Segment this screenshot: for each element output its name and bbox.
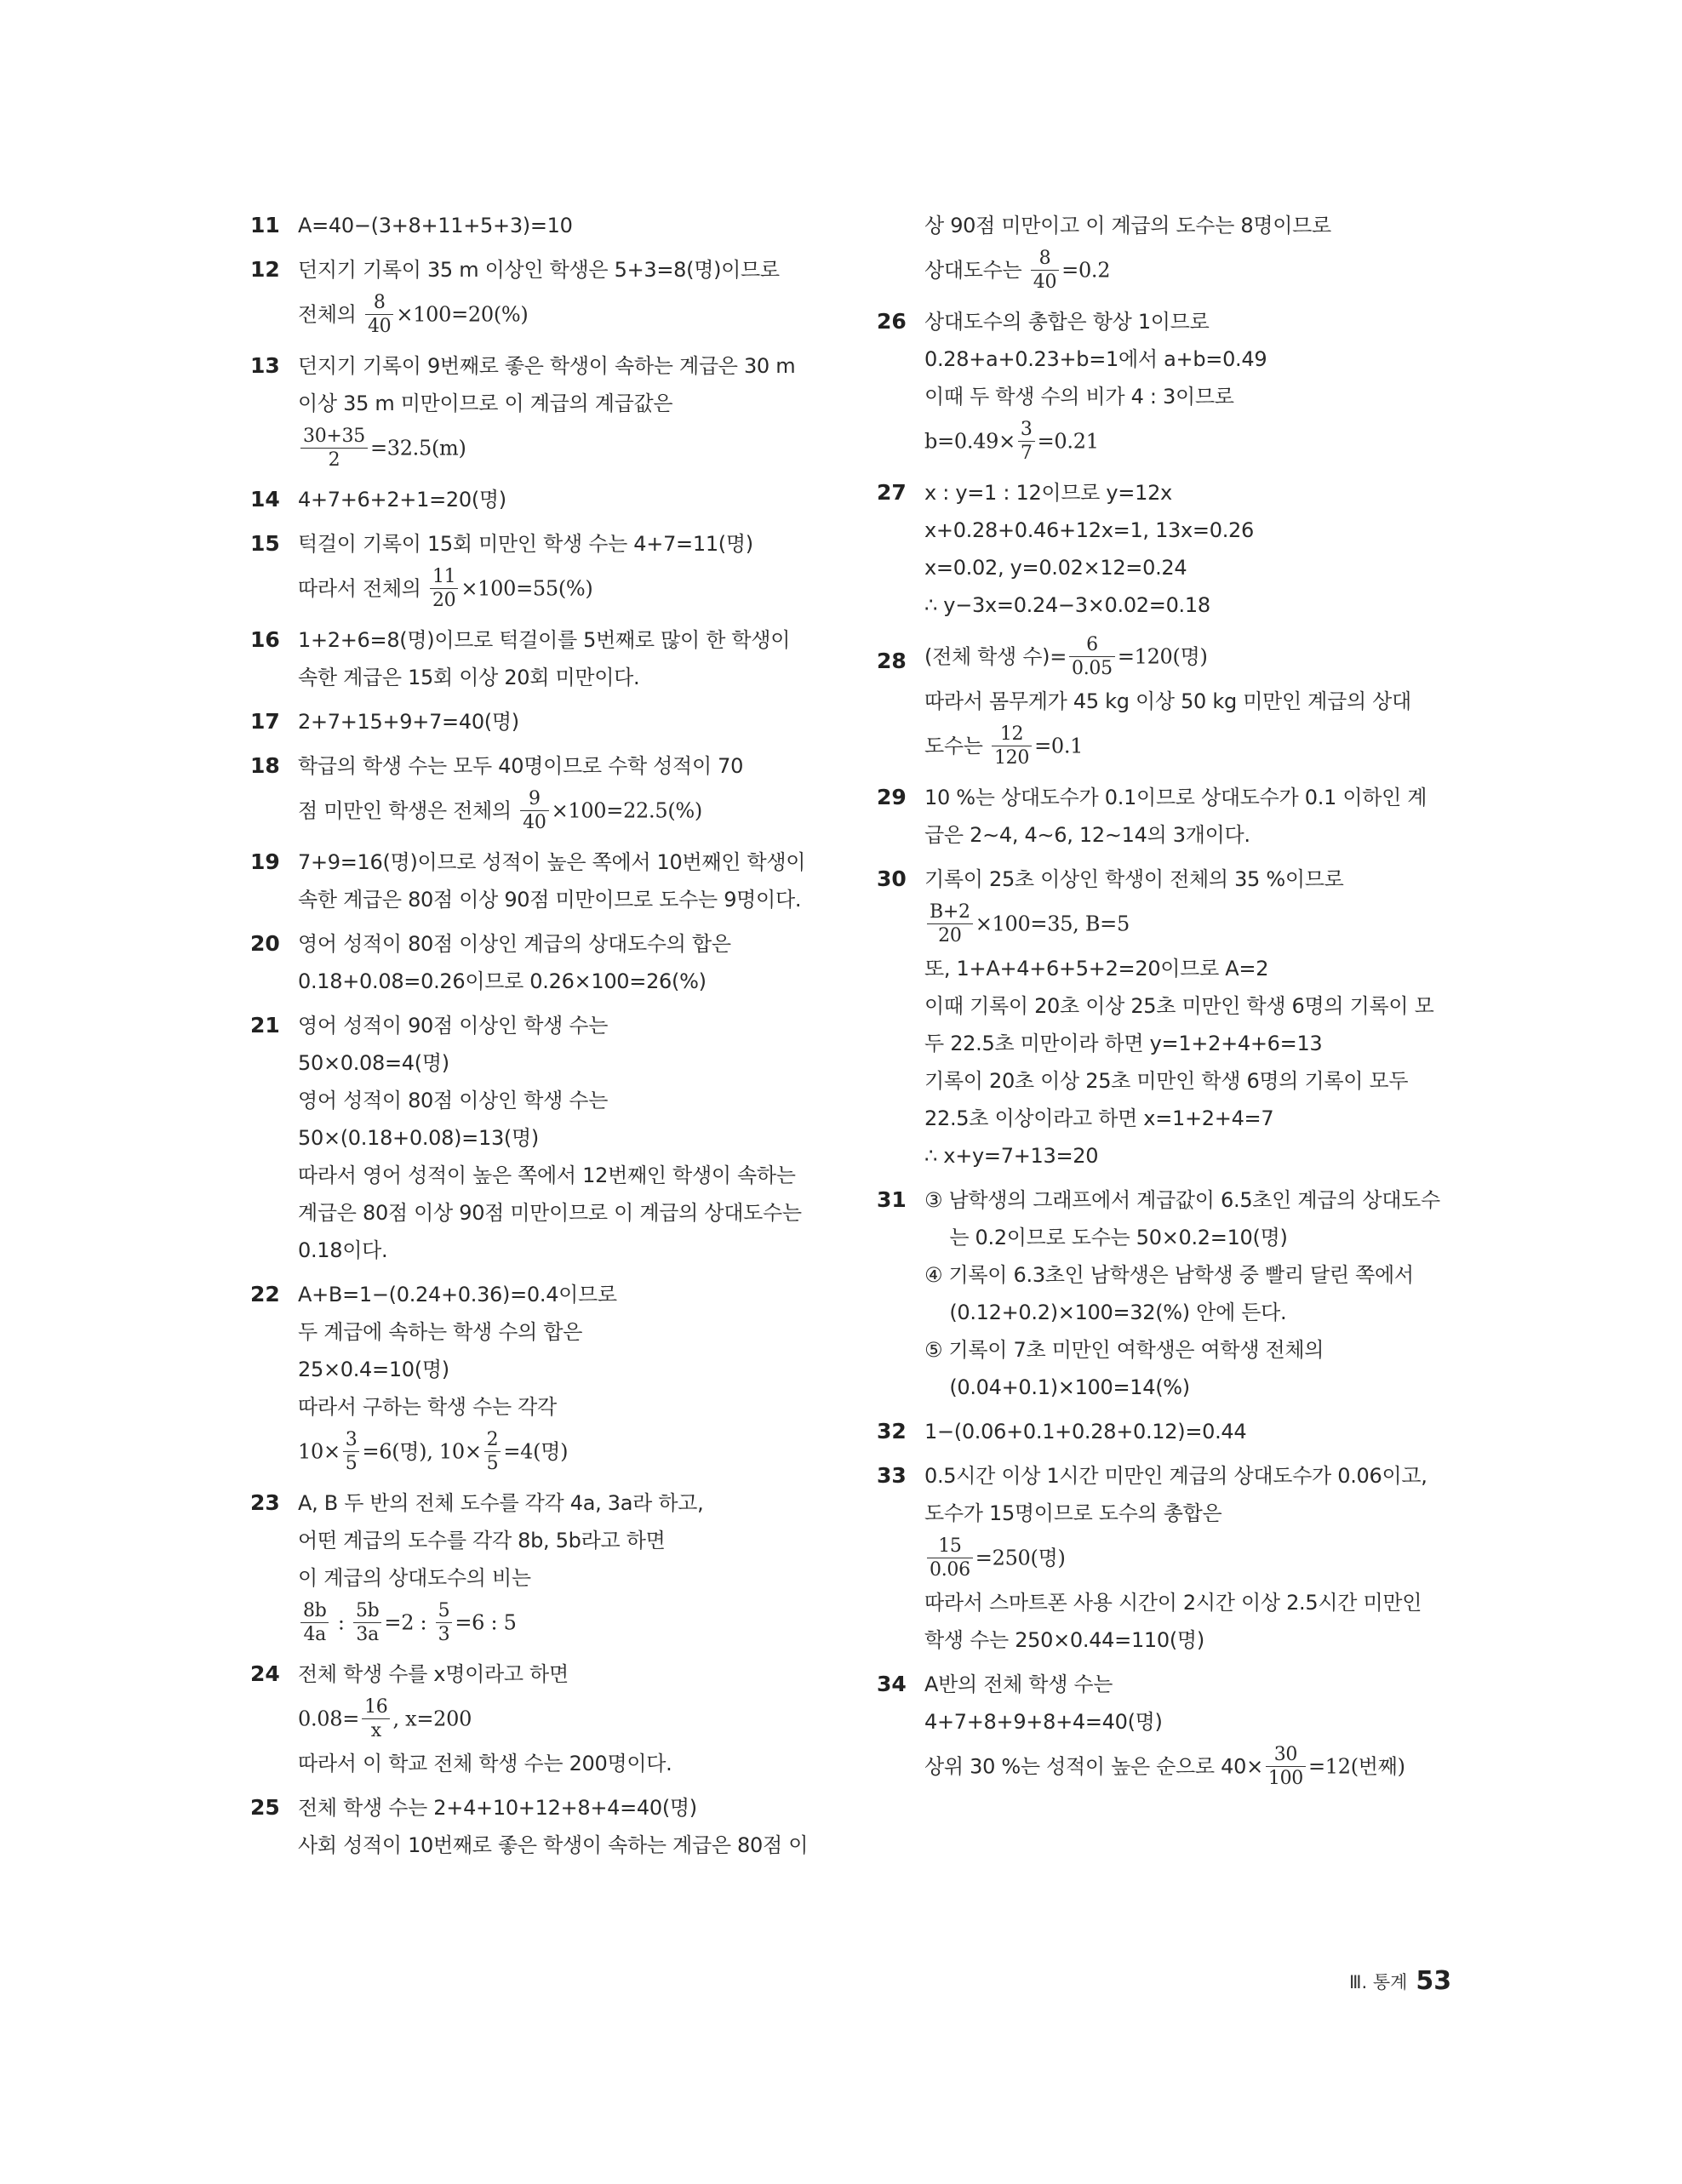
text: =0.21: [1037, 429, 1099, 454]
denominator: 4a: [303, 1624, 326, 1645]
denominator: 5: [345, 1453, 358, 1474]
fraction-line: [298, 1426, 833, 1478]
solution-line: 따라서 영어 성적이 높은 쪽에서 12번째인 학생이 속하는: [298, 1163, 796, 1187]
fraction-line: [924, 415, 1439, 467]
denominator: 40: [523, 812, 546, 833]
fraction: [436, 1599, 453, 1646]
problem-11: [250, 207, 833, 244]
text: ×100=55(%): [461, 576, 593, 601]
fraction: [1018, 418, 1035, 465]
numerator: 9: [520, 787, 548, 811]
problem-25-continued: [877, 207, 1439, 296]
text: 0.08=: [298, 1707, 360, 1731]
chapter-label: Ⅲ. 통계: [1349, 1971, 1408, 1992]
solution-line: (0.04+0.1)×100=14(%): [924, 1375, 1190, 1399]
solution-line: 25×0.4=10(명): [298, 1358, 449, 1381]
problem-34: [877, 1666, 1439, 1792]
numerator: 30: [1266, 1743, 1306, 1767]
problem-23: [250, 1484, 833, 1649]
solution-line: 두 계급에 속하는 학생 수의 합은: [298, 1320, 583, 1344]
problem-27: [877, 474, 1439, 624]
text: =6(명), 10×: [362, 1439, 482, 1464]
solution-line: A=40−(3+8+11+5+3)=10: [298, 214, 573, 237]
numerator: 16: [362, 1695, 390, 1719]
fraction: [353, 1599, 381, 1646]
denominator: 5: [486, 1453, 499, 1474]
text: :: [331, 1610, 351, 1635]
solution-line: A+B=1−(0.24+0.36)=0.4이므로: [298, 1283, 617, 1306]
fraction: [520, 787, 548, 834]
denominator: 40: [367, 316, 392, 337]
fraction: [1266, 1743, 1306, 1790]
fraction-line: [924, 720, 1439, 772]
solution-line: 학급의 학생 수는 모두 40명이므로 수학 성적이 70: [298, 754, 744, 778]
fraction: [484, 1428, 501, 1475]
problem-24: [250, 1655, 833, 1782]
problem-number: 32: [877, 1419, 907, 1444]
solution-line: 따라서 구하는 학생 수는 각각: [298, 1395, 557, 1419]
solution-line: 이 계급의 상대도수의 비는: [298, 1566, 531, 1590]
problem-number: 34: [877, 1672, 907, 1696]
text: =0.1: [1034, 734, 1084, 758]
solution-line: 전체 학생 수를 x명이라고 하면: [298, 1662, 569, 1686]
solution-line: 이때 기록이 20초 이상 25초 미만인 학생 6명의 기록이 모: [924, 994, 1434, 1018]
text: =0.2: [1061, 258, 1111, 283]
right-column: [877, 207, 1439, 1799]
numerator: 30+35: [300, 425, 368, 449]
fraction: [343, 1428, 360, 1475]
text: =6 : 5: [455, 1610, 517, 1635]
text: =120(명): [1117, 644, 1208, 669]
solution-line: 영어 성적이 90점 이상인 학생 수는: [298, 1014, 609, 1038]
page-footer: [1349, 1966, 1452, 1996]
problem-15: [250, 525, 833, 615]
solution-line: 어떤 계급의 도수를 각각 8b, 5b라고 하면: [298, 1529, 666, 1552]
problem-number: 17: [250, 709, 280, 734]
numerator: 12: [992, 723, 1032, 746]
fraction-line: [298, 1597, 833, 1649]
solution-line: 2+7+15+9+7=40(명): [298, 710, 519, 734]
fraction: [300, 1599, 329, 1646]
problem-18: [250, 747, 833, 837]
problem-number: 16: [250, 627, 280, 652]
solution-line: 0.18이다.: [298, 1238, 388, 1262]
solution-line: 따라서 스마트폰 사용 시간이 2시간 이상 2.5시간 미만인: [924, 1591, 1422, 1615]
solution-line: 50×(0.18+0.08)=13(명): [298, 1126, 539, 1150]
solution-line: 던지기 기록이 35 m 이상인 학생은 5+3=8(명)이므로: [298, 258, 780, 282]
problem-number: 13: [250, 353, 280, 378]
fraction: [992, 723, 1032, 769]
solution-line: 던지기 기록이 9번째로 좋은 학생이 속하는 계급은 30 m: [298, 354, 796, 378]
text: 도수는: [924, 734, 989, 758]
problem-number: 31: [877, 1187, 907, 1212]
solution-line: 상 90점 미만이고 이 계급의 도수는 8명이므로: [924, 214, 1331, 237]
problem-32: [877, 1413, 1439, 1450]
problem-number: 24: [250, 1661, 280, 1686]
denominator: x: [370, 1720, 381, 1741]
problem-number: 33: [877, 1463, 907, 1488]
solution-line: A, B 두 반의 전체 도수를 각각 4a, 3a라 하고,: [298, 1491, 704, 1515]
text: (전체 학생 수)=: [924, 644, 1067, 669]
fraction-line: [298, 785, 833, 837]
text: =4(명): [503, 1439, 569, 1464]
problem-number: 12: [250, 257, 280, 282]
solution-line: 영어 성적이 80점 이상인 계급의 상대도수의 합은: [298, 932, 731, 956]
fraction-line: [924, 1532, 1439, 1584]
text: 상대도수는: [924, 258, 1028, 283]
text: 점 미만인 학생은 전체의: [298, 798, 518, 823]
solution-line: 계급은 80점 이상 90점 미만이므로 이 계급의 상대도수는: [298, 1201, 802, 1225]
text: , x=200: [392, 1707, 472, 1731]
text: =32.5(m): [369, 436, 466, 460]
problem-19: [250, 843, 833, 918]
denominator: 0.06: [930, 1559, 970, 1581]
numerator: 8: [1031, 247, 1059, 271]
problem-number: 25: [250, 1795, 280, 1820]
fraction: [365, 291, 393, 338]
solution-line: 이상 35 m 미만이므로 이 계급의 계급값은: [298, 392, 673, 415]
text: ×100=20(%): [396, 302, 529, 327]
solution-line: 전체 학생 수는 2+4+10+12+8+4=40(명): [298, 1796, 697, 1820]
fraction: [300, 425, 368, 472]
solution-line: 는 0.2이므로 도수는 50×0.2=10(명): [924, 1226, 1288, 1249]
solution-line: 1+2+6=8(명)이므로 턱걸이를 5번째로 많이 한 학생이: [298, 628, 791, 652]
solution-line: x+0.28+0.46+12x=1, 13x=0.26: [924, 518, 1254, 542]
problem-16: [250, 621, 833, 696]
left-column: [250, 207, 833, 1871]
text: =250(명): [975, 1546, 1066, 1570]
solution-line: ∴ y−3x=0.24−3×0.02=0.18: [924, 593, 1210, 617]
solution-line: 기록이 25초 이상인 학생이 전체의 35 %이므로: [924, 867, 1344, 891]
solution-line: x : y=1 : 12이므로 y=12x: [924, 481, 1172, 505]
problem-26: [877, 303, 1439, 467]
text: ×100=35, B=5: [975, 912, 1130, 936]
solution-line: ∴ x+y=7+13=20: [924, 1144, 1099, 1168]
fraction: [927, 900, 973, 947]
problem-20: [250, 925, 833, 1000]
solution-line: 도수가 15명이므로 도수의 총합은: [924, 1501, 1222, 1525]
solution-line: 턱걸이 기록이 15회 미만인 학생 수는 4+7=11(명): [298, 532, 753, 556]
problem-25: [250, 1789, 833, 1864]
denominator: 100: [1267, 1768, 1303, 1789]
problem-21: [250, 1007, 833, 1269]
denominator: 3a: [356, 1624, 379, 1645]
fraction-line: [924, 631, 1439, 683]
problem-number: 20: [250, 931, 280, 956]
page-number: 53: [1416, 1966, 1452, 1996]
problem-31: [877, 1181, 1439, 1406]
numerator: 8b: [300, 1599, 329, 1623]
solution-line: 따라서 몸무게가 45 kg 이상 50 kg 미만인 계급의 상대: [924, 689, 1411, 713]
problem-30: [877, 860, 1439, 1175]
problem-number: 29: [877, 785, 907, 809]
solution-line: ④ 기록이 6.3초인 남학생은 남학생 중 빨리 달린 쪽에서: [924, 1263, 1414, 1287]
fraction-line: [298, 422, 833, 474]
denominator: 2: [328, 449, 340, 471]
text: ×100=22.5(%): [551, 798, 702, 823]
problem-22: [250, 1276, 833, 1478]
solution-line: 50×0.08=4(명): [298, 1051, 449, 1075]
solution-line: (0.12+0.2)×100=32(%) 안에 든다.: [924, 1301, 1287, 1324]
solution-line: 급은 2∼4, 4∼6, 12∼14의 3개이다.: [924, 823, 1250, 847]
problem-number: 15: [250, 531, 280, 556]
solution-line: 1−(0.06+0.1+0.28+0.12)=0.44: [924, 1420, 1247, 1444]
denominator: 20: [432, 590, 456, 611]
solution-line: 0.28+a+0.23+b=1에서 a+b=0.49: [924, 347, 1267, 371]
fraction-line: [298, 1693, 833, 1745]
fraction: [1031, 247, 1059, 294]
problem-14: [250, 481, 833, 518]
problem-number: 23: [250, 1490, 280, 1515]
problem-28: [877, 631, 1439, 772]
solution-line: 이때 두 학생 수의 비가 4 : 3이므로: [924, 385, 1234, 409]
problem-number: 19: [250, 849, 280, 874]
solution-line: 상대도수의 총합은 항상 1이므로: [924, 310, 1210, 334]
solution-line: 기록이 20초 이상 25초 미만인 학생 6명의 기록이 모두: [924, 1069, 1409, 1093]
numerator: 5: [436, 1599, 453, 1623]
solution-line: 학생 수는 250×0.44=110(명): [924, 1628, 1204, 1652]
text: 상위 30 %는 성적이 높은 순으로 40×: [924, 1754, 1263, 1779]
problem-number: 14: [250, 487, 280, 512]
solution-line: x=0.02, y=0.02×12=0.24: [924, 556, 1187, 580]
text: =2 :: [384, 1610, 433, 1635]
denominator: 20: [938, 925, 962, 946]
solution-line: 따라서 이 학교 전체 학생 수는 200명이다.: [298, 1752, 672, 1775]
numerator: 3: [343, 1428, 360, 1452]
problem-13: [250, 347, 833, 474]
fraction-line: [924, 898, 1439, 950]
problem-number: 11: [250, 213, 280, 237]
solution-line: 0.5시간 이상 1시간 미만인 계급의 상대도수가 0.06이고,: [924, 1464, 1427, 1488]
solution-line: 4+7+8+9+8+4=40(명): [924, 1710, 1163, 1734]
problem-number: 18: [250, 753, 280, 778]
denominator: 0.05: [1072, 658, 1113, 679]
fraction-line: [298, 289, 833, 340]
text: b=0.49×: [924, 429, 1015, 454]
solution-line: 10 %는 상대도수가 0.1이므로 상대도수가 0.1 이하인 계: [924, 786, 1427, 809]
problem-33: [877, 1457, 1439, 1659]
numerator: B+2: [927, 900, 973, 924]
fraction: [927, 1535, 973, 1581]
solution-line: ③ 남학생의 그래프에서 계급값이 6.5초인 계급의 상대도수: [924, 1188, 1440, 1212]
denominator: 7: [1020, 443, 1033, 464]
text: 10×: [298, 1439, 340, 1464]
solution-line: 4+7+6+2+1=20(명): [298, 488, 506, 512]
text: =12(번째): [1307, 1754, 1405, 1779]
numerator: 15: [927, 1535, 973, 1558]
text: 따라서 전체의: [298, 576, 427, 601]
fraction-line: [924, 1741, 1439, 1792]
solution-line: 또, 1+A+4+6+5+2=20이므로 A=2: [924, 957, 1269, 981]
solution-line: 사회 성적이 10번째로 좋은 학생이 속하는 계급은 80점 이: [298, 1833, 809, 1857]
problem-number: 27: [877, 480, 907, 505]
numerator: 11: [430, 565, 458, 589]
solution-line: 22.5초 이상이라고 하면 x=1+2+4=7: [924, 1106, 1274, 1130]
problem-12: [250, 251, 833, 340]
solution-line: 영어 성적이 80점 이상인 학생 수는: [298, 1089, 609, 1112]
numerator: 8: [365, 291, 393, 315]
numerator: 2: [484, 1428, 501, 1452]
fraction: [1069, 633, 1115, 680]
solution-line: 7+9=16(명)이므로 성적이 높은 쪽에서 10번째인 학생이: [298, 850, 806, 874]
fraction: [430, 565, 458, 612]
fraction-line: [298, 563, 833, 615]
fraction: [362, 1695, 390, 1742]
text: 전체의: [298, 302, 363, 327]
problem-17: [250, 703, 833, 740]
solution-line: 속한 계급은 80점 이상 90점 미만이므로 도수는 9명이다.: [298, 888, 802, 912]
solution-line: 두 22.5초 미만이라 하면 y=1+2+4+6=13: [924, 1032, 1323, 1055]
solution-line: 0.18+0.08=0.26이므로 0.26×100=26(%): [298, 969, 707, 993]
fraction-line: [924, 244, 1439, 296]
numerator: 6: [1069, 633, 1115, 657]
problem-number: 28: [877, 649, 907, 673]
problem-number: 22: [250, 1282, 280, 1306]
denominator: 3: [438, 1624, 450, 1645]
solution-line: 속한 계급은 15회 이상 20회 미만이다.: [298, 666, 640, 689]
solution-line: A반의 전체 학생 수는: [924, 1672, 1113, 1696]
problem-number: 21: [250, 1013, 280, 1038]
problem-number: 30: [877, 866, 907, 891]
solution-line: ⑤ 기록이 7초 미만인 여학생은 여학생 전체의: [924, 1338, 1324, 1362]
numerator: 3: [1018, 418, 1035, 442]
denominator: 40: [1033, 272, 1057, 293]
denominator: 120: [993, 747, 1030, 769]
problem-number: 26: [877, 309, 907, 334]
numerator: 5b: [353, 1599, 381, 1623]
problem-29: [877, 779, 1439, 854]
